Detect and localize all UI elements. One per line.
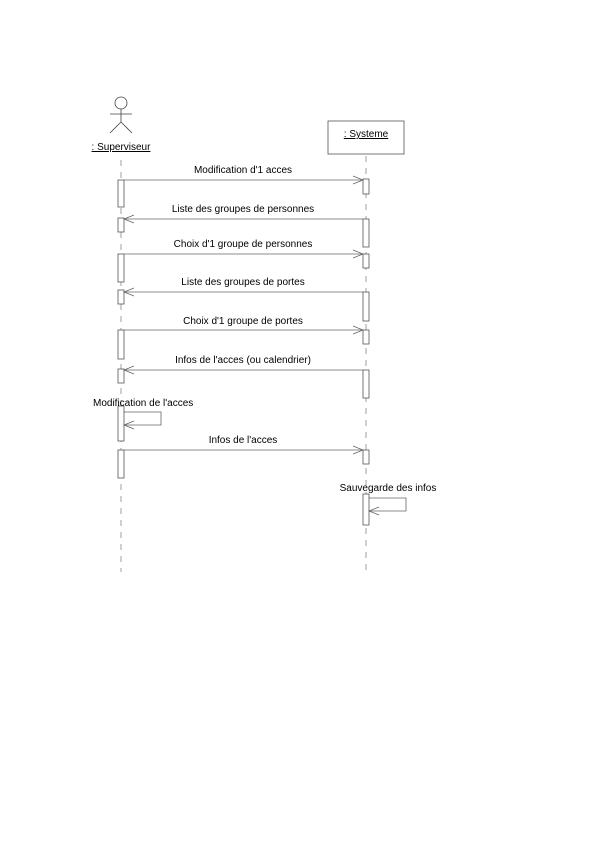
actor-activation	[118, 254, 124, 282]
system-activation	[363, 370, 369, 398]
actor-label: : Superviseur	[91, 142, 151, 153]
system-activation	[363, 450, 369, 464]
actor-activation	[118, 218, 124, 232]
system-activation	[363, 219, 369, 247]
message-label: Choix d'1 groupe de portes	[183, 316, 303, 327]
system-activation	[363, 254, 369, 268]
system-activation	[363, 330, 369, 344]
message-label: Liste des groupes de personnes	[171, 204, 315, 215]
system-activation	[363, 292, 369, 321]
actor-activation	[118, 406, 124, 441]
message-label: Liste des groupes de portes	[181, 277, 305, 288]
message-label: Infos de l'acces	[208, 435, 278, 446]
system-activation	[363, 494, 369, 525]
actor-activation	[118, 330, 124, 359]
message-label: Modification de l'acces	[93, 398, 194, 409]
actor-activation	[118, 450, 124, 478]
actor-activation	[118, 290, 124, 304]
message-label: Infos de l'acces (ou calendrier)	[175, 355, 311, 366]
actor-icon	[110, 97, 132, 133]
message-label: Choix d'1 groupe de personnes	[173, 239, 313, 250]
message-label: Modification d'1 acces	[193, 165, 293, 176]
actor-activation	[118, 180, 124, 207]
actor-activation	[118, 369, 124, 383]
message-label: Sauvegarde des infos	[339, 483, 437, 494]
system-label: : Systeme	[343, 129, 389, 140]
system-activation	[363, 179, 369, 194]
